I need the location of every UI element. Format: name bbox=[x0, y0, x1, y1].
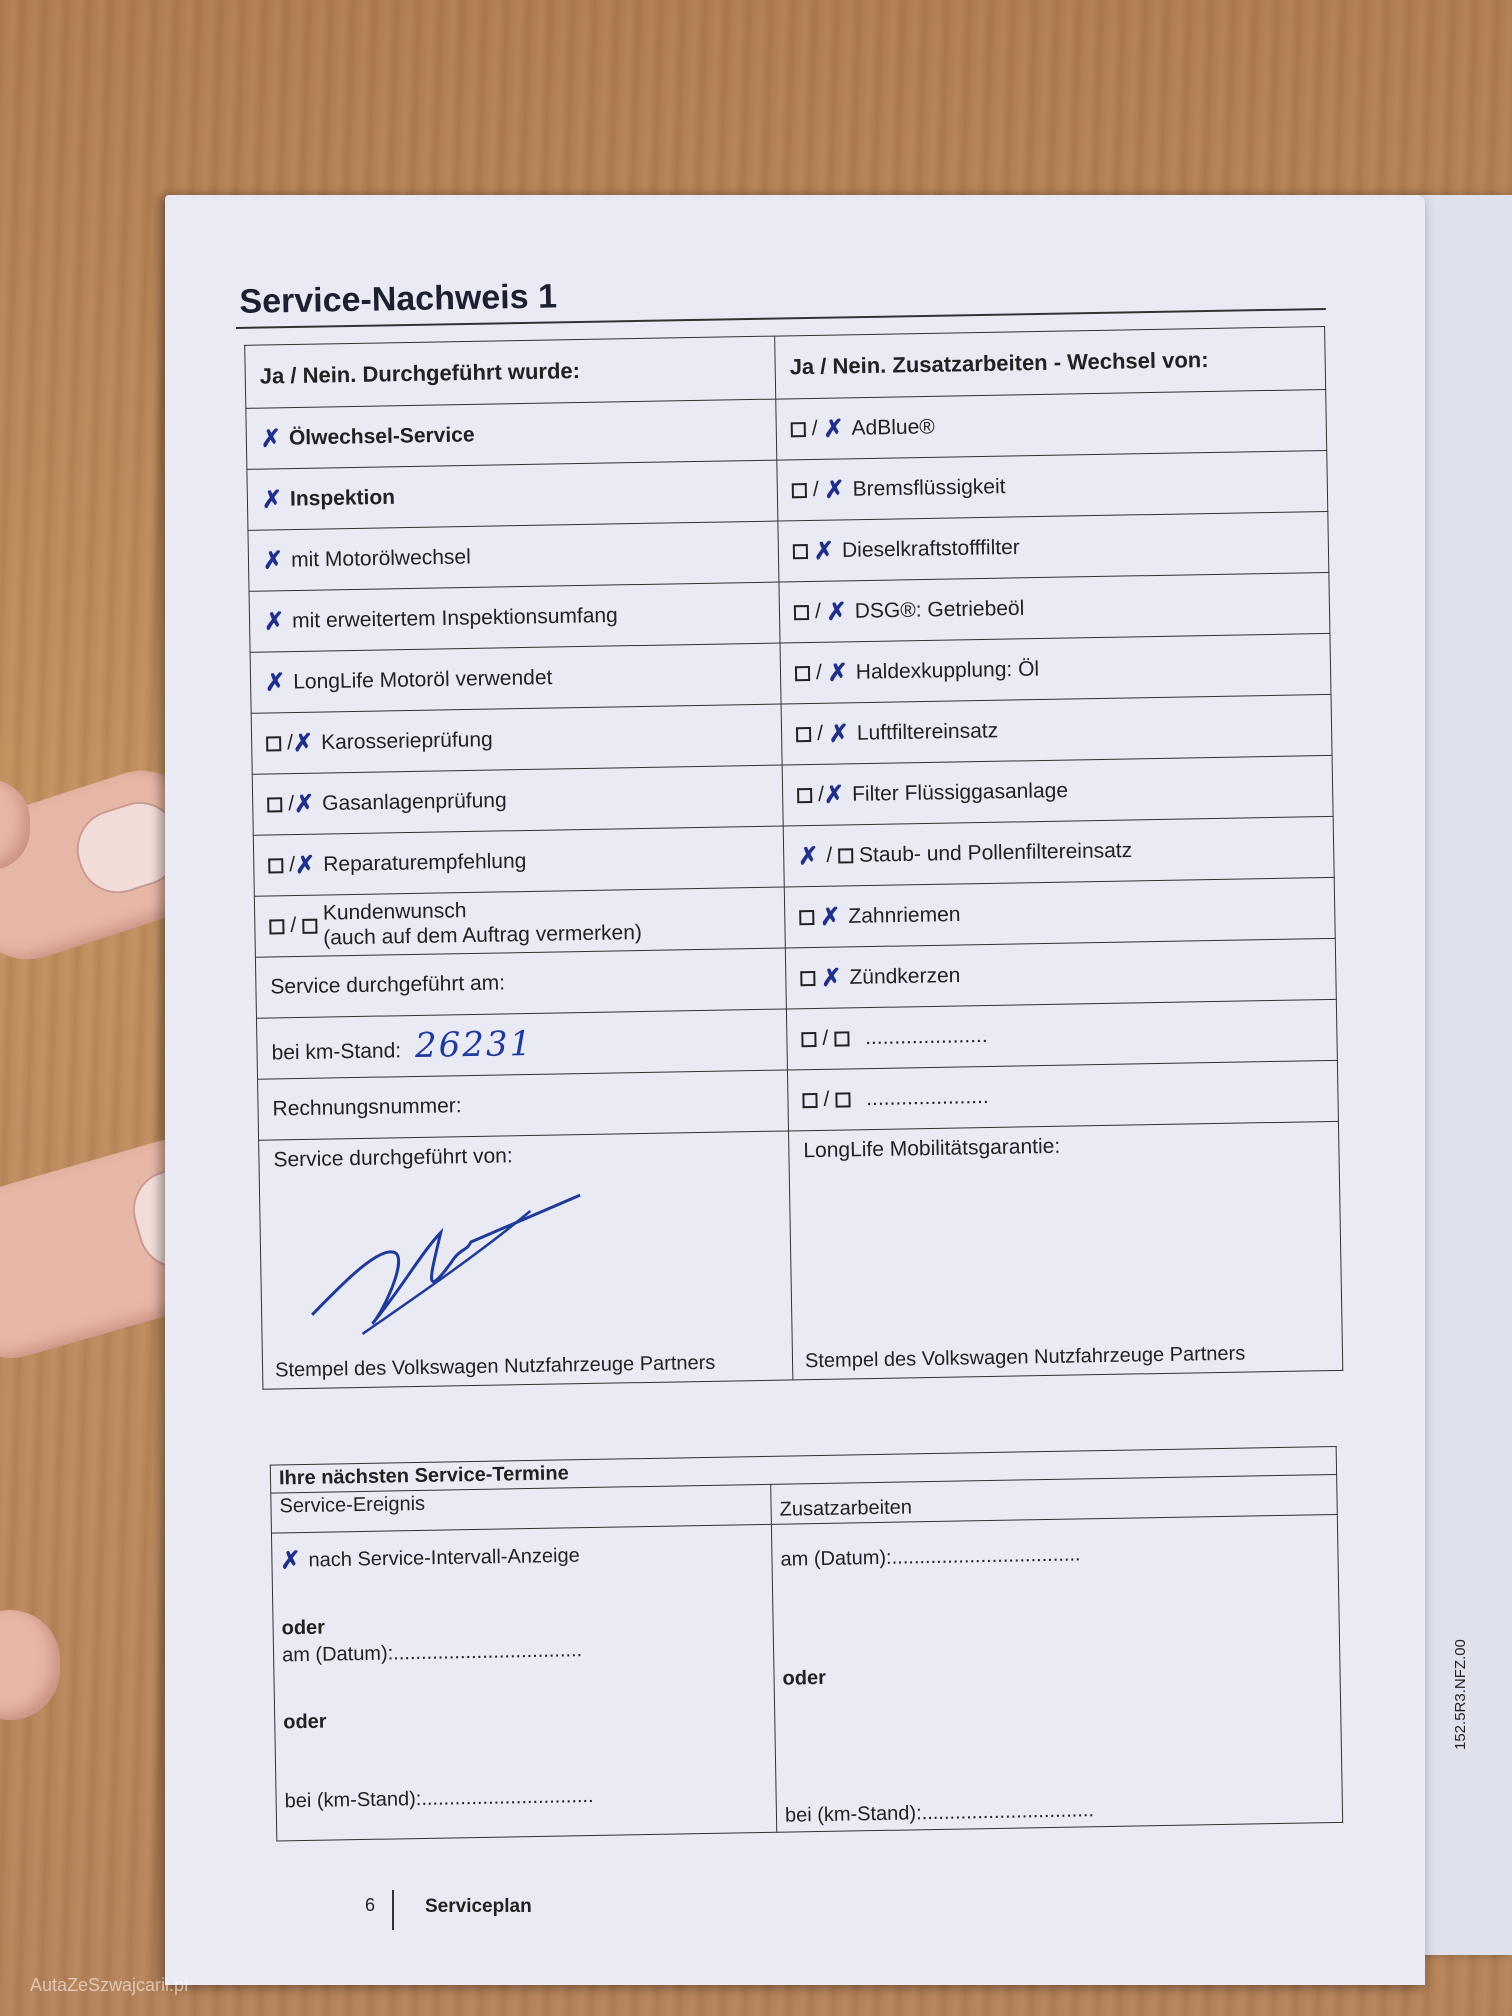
extra-date-line: am (Datum):.................................. bbox=[780, 1543, 1081, 1571]
checkbox-separator: / bbox=[286, 730, 294, 754]
extra-km-line: bei (km-Stand):............................... bbox=[784, 1799, 1095, 1827]
check-mark: ✗ bbox=[823, 780, 845, 809]
left-row-1 bbox=[246, 399, 777, 469]
check-mark: ✗ bbox=[797, 842, 819, 870]
footer-divider bbox=[392, 1890, 394, 1930]
oder-3: oder bbox=[782, 1666, 827, 1690]
item-label: mit Motorölwechsel bbox=[290, 544, 471, 572]
checkbox-separator: / bbox=[814, 599, 821, 623]
left-row-8 bbox=[253, 826, 784, 896]
right-header: Ja / Nein. Zusatzarbeiten - Wechsel von: bbox=[775, 326, 1326, 399]
right-row-9 bbox=[784, 877, 1335, 948]
oder-1: oder bbox=[281, 1617, 326, 1640]
checkbox-separator: / bbox=[823, 1087, 830, 1111]
checkbox-separator: / bbox=[815, 660, 823, 684]
check-mark: ✗ bbox=[294, 851, 316, 879]
check-mark: ✗ bbox=[263, 607, 285, 636]
item-label: LongLife Motoröl verwendet bbox=[293, 665, 553, 694]
item-label: Zündkerzen bbox=[849, 963, 961, 989]
item-label: mit erweitertem Inspektionsumfang bbox=[291, 603, 618, 633]
left-header: Ja / Nein. Durchgeführt wurde: bbox=[245, 336, 776, 408]
right-row-5 bbox=[780, 633, 1331, 704]
left-row-6 bbox=[251, 704, 782, 774]
km-label: bei km-Stand: bbox=[271, 1039, 402, 1065]
item-label: Staub- und Pollenfiltereinsatz bbox=[858, 838, 1133, 867]
left-row-5 bbox=[250, 643, 781, 713]
right-row-2 bbox=[777, 450, 1328, 521]
check-mark: ✗ bbox=[813, 537, 835, 565]
checkbox-separator: / bbox=[817, 782, 825, 806]
checkbox-separator: / bbox=[812, 477, 819, 501]
check-mark: ✗ bbox=[292, 729, 314, 757]
checkbox[interactable] bbox=[834, 1031, 849, 1046]
check-mark: ✗ bbox=[293, 790, 315, 818]
left-row-4 bbox=[249, 582, 780, 652]
item-label: Dieselkraftstofffilter bbox=[841, 535, 1020, 562]
checkbox-separator: / bbox=[816, 721, 824, 745]
right-row-3 bbox=[778, 511, 1329, 582]
date-line: am (Datum):.................................. bbox=[281, 1639, 583, 1667]
checkbox[interactable] bbox=[801, 1032, 816, 1047]
check-mark: ✗ bbox=[260, 424, 282, 453]
check-mark: ✗ bbox=[262, 546, 284, 575]
service-date-cell: Service durchgeführt am: bbox=[255, 948, 786, 1018]
km-value: 26231 bbox=[414, 1023, 534, 1066]
checkbox[interactable] bbox=[302, 918, 317, 933]
check-mark: ✗ bbox=[824, 475, 845, 504]
stamp-label-left: Stempel des Volkswagen Nutzfahrzeuge Partners bbox=[274, 1351, 716, 1382]
service-table bbox=[244, 326, 1343, 1390]
checkbox-separator: / bbox=[290, 913, 297, 937]
next-service-title: Ihre nächsten Service-Termine bbox=[270, 1446, 1336, 1493]
right-row-8 bbox=[783, 816, 1334, 887]
checkbox[interactable] bbox=[802, 1093, 817, 1108]
right-row-10 bbox=[785, 938, 1336, 1009]
checkbox[interactable] bbox=[794, 605, 809, 620]
kundenwunsch-note: (auch auf dem Auftrag vermerken) bbox=[323, 921, 643, 950]
item-label: Gasanlagenprüfung bbox=[321, 788, 507, 815]
checkbox[interactable] bbox=[791, 422, 806, 437]
item-label: Reparaturempfehlung bbox=[323, 849, 527, 876]
checkbox[interactable] bbox=[799, 909, 814, 924]
page-number: 6 bbox=[365, 1895, 376, 1915]
check-mark: ✗ bbox=[264, 668, 286, 697]
checkbox[interactable] bbox=[793, 544, 808, 559]
checkbox-separator: / bbox=[288, 791, 295, 815]
invoice-cell: Rechnungsnummer: bbox=[258, 1070, 789, 1140]
right-row-12 bbox=[787, 1060, 1338, 1131]
check-mark: ✗ bbox=[826, 597, 847, 626]
left-row-3 bbox=[248, 521, 779, 591]
item-label: Haldexkupplung: Öl bbox=[855, 657, 1040, 684]
check-mark: ✗ bbox=[823, 414, 844, 443]
right-row-1 bbox=[776, 389, 1327, 460]
checkbox[interactable] bbox=[269, 919, 284, 934]
checkbox-separator: / bbox=[289, 852, 296, 876]
right-row-6 bbox=[781, 694, 1332, 765]
footer-title: Serviceplan bbox=[425, 1896, 532, 1917]
extra-cell bbox=[771, 1514, 1342, 1832]
checkbox[interactable] bbox=[796, 727, 811, 742]
page-title: Service-Nachweis 1 bbox=[239, 277, 558, 321]
next-service-table bbox=[270, 1446, 1343, 1842]
document-code: 152.5R3.NFZ.00 bbox=[1452, 1639, 1469, 1750]
event-cell bbox=[271, 1524, 776, 1841]
item-label: AdBlue® bbox=[851, 414, 935, 440]
checkbox[interactable] bbox=[795, 666, 810, 681]
check-mark: ✗ bbox=[827, 658, 849, 687]
left-row-2 bbox=[247, 460, 778, 530]
check-mark: ✗ bbox=[820, 903, 841, 931]
stamp-label-right: Stempel des Volkswagen Nutzfahrzeuge Partners bbox=[804, 1342, 1246, 1373]
checkbox[interactable] bbox=[268, 858, 283, 873]
item-label: Ölwechsel-Service bbox=[288, 422, 475, 450]
item-label: Filter Flüssiggasanlage bbox=[851, 778, 1069, 806]
service-by-cell bbox=[259, 1131, 793, 1389]
item-label: Bremsflüssigkeit bbox=[852, 474, 1006, 501]
checkbox[interactable] bbox=[838, 848, 853, 863]
checkbox-separator: / bbox=[811, 416, 818, 440]
blank-line: ..................... bbox=[865, 1084, 989, 1111]
finger-bottom bbox=[0, 1610, 60, 1720]
mobility-label: LongLife Mobilitätsgarantie: bbox=[803, 1134, 1061, 1163]
check-mark: ✗ bbox=[280, 1547, 301, 1575]
watermark: AutaZeSzwajcarii.pl bbox=[30, 1975, 189, 1995]
checkbox-separator: / bbox=[826, 843, 833, 867]
extra-header: Zusatzarbeiten bbox=[771, 1474, 1338, 1524]
item-label: Zahnriemen bbox=[848, 902, 961, 928]
left-row-9 bbox=[254, 887, 785, 957]
right-row-4 bbox=[779, 572, 1330, 643]
signature bbox=[300, 1190, 603, 1345]
service-record-sheet bbox=[235, 256, 1364, 1955]
item-label: Luftfiltereinsatz bbox=[856, 718, 999, 745]
event-header: Service-Ereignis bbox=[271, 1484, 772, 1533]
oder-2: oder bbox=[283, 1711, 327, 1734]
km-cell bbox=[256, 1009, 787, 1079]
right-row-11 bbox=[786, 999, 1337, 1070]
mobility-cell bbox=[789, 1121, 1343, 1380]
checkbox-separator: / bbox=[822, 1026, 829, 1050]
item-label: DSG®: Getriebeöl bbox=[854, 596, 1025, 623]
item-label: Inspektion bbox=[289, 485, 396, 511]
checkbox[interactable] bbox=[266, 736, 281, 751]
check-mark: ✗ bbox=[821, 964, 842, 992]
check-mark: ✗ bbox=[261, 485, 283, 514]
item-label: Karosserieprüfung bbox=[320, 727, 493, 754]
checkbox[interactable] bbox=[835, 1092, 850, 1107]
interval-label: nach Service-Intervall-Anzeige bbox=[308, 1544, 580, 1572]
checkbox[interactable] bbox=[267, 797, 282, 812]
checkbox[interactable] bbox=[797, 788, 812, 803]
kundenwunsch-label: Kundenwunsch bbox=[322, 898, 467, 925]
blank-line: ..................... bbox=[864, 1023, 988, 1050]
right-row-7 bbox=[782, 755, 1333, 826]
service-by-label: Service durchgeführt von: bbox=[273, 1144, 513, 1172]
km-line: bei (km-Stand):............................... bbox=[284, 1785, 594, 1813]
check-mark: ✗ bbox=[828, 719, 850, 748]
checkbox[interactable] bbox=[792, 483, 807, 498]
checkbox[interactable] bbox=[800, 970, 815, 985]
left-row-7 bbox=[252, 765, 783, 835]
